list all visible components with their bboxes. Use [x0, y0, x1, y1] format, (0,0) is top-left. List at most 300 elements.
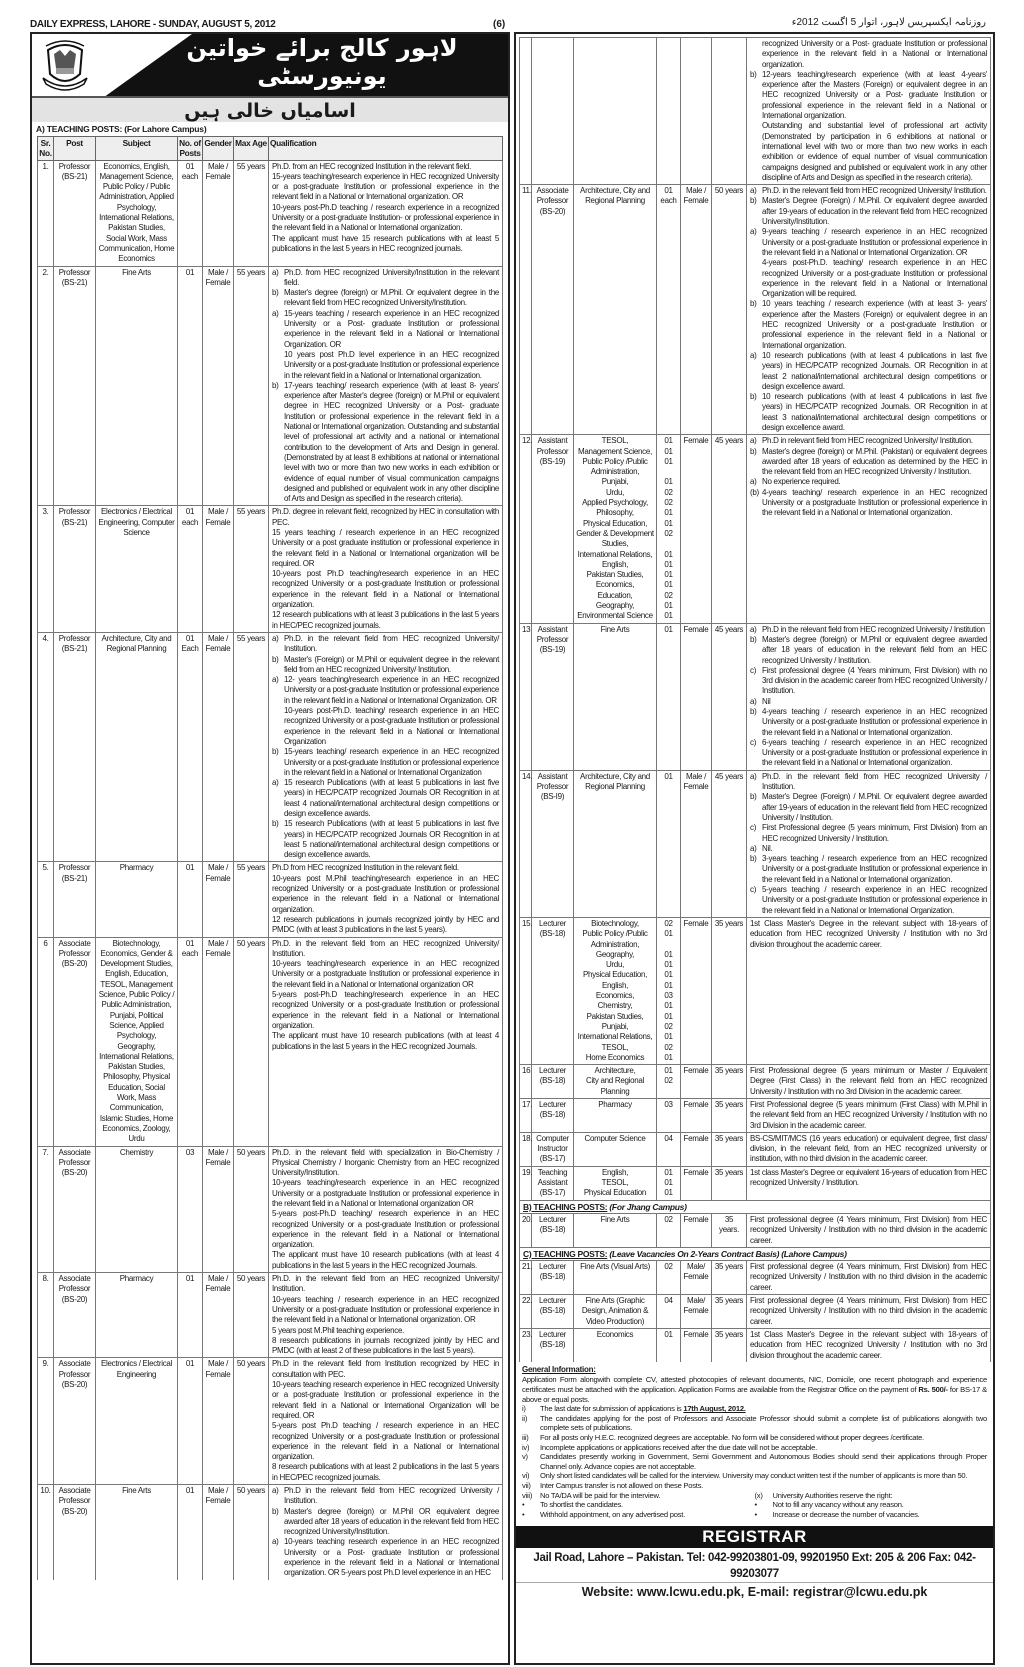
point-text: 10 research publications (with at least 4 publications in last five years) in HEC/PCATP recognized Journals. OR Recognition in at least 3 national/international architectural design competitions or design excellence award.: [762, 392, 987, 432]
qualification-cell: [747, 1328, 991, 1361]
qualification-point: [272, 915, 499, 936]
point-text: Master's Degree (Foreign) / M.Phil. Or equivalent degree awarded after 19-years of education in the relevant field from HEC recognized University / Institution.: [762, 792, 987, 822]
max-age-cell: 50 years: [234, 1146, 269, 1273]
gender-cell: Male / Female: [203, 506, 234, 633]
qualification-point: [750, 919, 987, 950]
qualification-point: [272, 863, 499, 873]
no-of-posts-cell: 01: [178, 1485, 203, 1580]
subject-cell: Pharmacy: [96, 1273, 178, 1358]
gender-cell: Male / Female: [203, 1146, 234, 1273]
info-number: iii): [522, 1432, 529, 1442]
point-text: No experience required.: [762, 477, 841, 487]
col-qualification: Qualification: [269, 137, 503, 161]
point-marker: b): [750, 69, 757, 79]
qualification-point: [272, 1295, 499, 1326]
point-marker: b): [750, 446, 757, 456]
post-cell: Associate Professor (BS-20): [54, 1273, 96, 1358]
qualification-point: [272, 1209, 499, 1250]
point-marker: [750, 258, 762, 299]
no-of-posts-cell: 01 02: [657, 1065, 681, 1099]
no-of-posts-cell: 03: [657, 1098, 681, 1132]
point-marker: [272, 350, 284, 381]
qualification-point: [272, 288, 499, 309]
subject-cell: Architecture, City and Regional Planning: [574, 770, 657, 917]
section-a-label: A) TEACHING POSTS:: [36, 124, 123, 134]
point-marker: b): [272, 1506, 279, 1516]
point-marker: b): [750, 707, 757, 716]
info-item: [522, 1433, 987, 1443]
point-text: 12 research publications with at least 3 publications in the last 5 years in HEC/PEC recognized journals.: [272, 610, 499, 630]
point-text: 5 years post M.Phil teaching experience.: [272, 1325, 405, 1335]
info-item-viii: viii) No TA/DA will be paid for the interview. • To shortlist the candidates. • Withhold appointment, on any advertised post.: [522, 1490, 685, 1519]
point-text: The applicant must have 10 research publications (with at least 4 publications in the last 5 years in the HEC recognized Journals.: [272, 1031, 499, 1051]
max-age-cell: 45 years: [712, 770, 747, 917]
point-text: Ph.D from HEC recognized Institution in the relevant field.: [272, 863, 459, 873]
info-item-ix: (x) University Authorities reserve the right: • Not to fill any vacancy without any reason. • Increase or decrease the number of vacancies.: [754, 1490, 920, 1519]
max-age-cell: 50 years: [234, 1273, 269, 1358]
point-text: First professional degree (4 Years minimum, First Division) from HEC recognized University / Institution with no third division in the academic career.: [750, 1296, 987, 1326]
gender-cell: Female: [681, 1213, 712, 1247]
subject-cell: [574, 38, 657, 185]
point-text: Ph.D. degree in relevant field, recognized by HEC in consultation with PEC.: [272, 507, 499, 527]
qualification-point: [272, 778, 499, 819]
header-band: [32, 34, 508, 96]
gender-cell: Male / Female: [681, 185, 712, 435]
subject-cell: Fine Arts: [96, 1485, 178, 1580]
no-of-posts-cell: 01: [657, 1328, 681, 1361]
info-number: vi): [522, 1471, 530, 1481]
qualification-point: [272, 747, 499, 778]
qualification-point: [750, 299, 987, 350]
qualification-cell: [747, 1098, 991, 1132]
max-age-cell: 50 years: [234, 1358, 269, 1485]
point-text: Ph.D. in the relevant field with specialization in Bio-Chemistry / Physical Chemistry / Inorganic Chemistry from an HEC recognized University/Institution.: [272, 1147, 499, 1178]
info-item: [522, 1443, 987, 1453]
qualification-point: [272, 874, 499, 915]
point-marker: a): [272, 267, 279, 277]
qualification-point: [272, 610, 499, 631]
qualification-cell: [269, 862, 503, 937]
point-marker: a): [750, 696, 757, 706]
table-row: [38, 1485, 503, 1580]
gender-cell: [681, 38, 712, 185]
post-cell: Lecturer (BS-18): [532, 917, 574, 1064]
sr-no-cell: 15.: [520, 917, 532, 1064]
max-age-cell: 55 years: [234, 506, 269, 633]
no-of-posts-cell: 04: [657, 1295, 681, 1329]
qualification-point: [750, 635, 987, 666]
qualification-cell: [269, 937, 503, 1146]
section-note: (For Jhang Campus): [609, 1201, 687, 1212]
point-text: Ph.D in the relevant field from HEC recognized University / Institution: [762, 624, 985, 634]
info-number: vii): [522, 1480, 531, 1490]
point-marker: a): [272, 633, 279, 643]
registrar-contact[interactable]: Website: www.lcwu.edu.pk, E-mail: registrar@lcwu.edu.pk: [581, 1585, 928, 1600]
qualification-point: [750, 885, 987, 916]
qualification-cell: [747, 1166, 991, 1200]
point-marker: [750, 121, 762, 183]
qualification-point: [750, 697, 987, 707]
max-age-cell: 55 years: [234, 266, 269, 506]
qualification-point: [272, 1250, 499, 1271]
col-post: Post: [54, 137, 96, 161]
point-text: Ph.D. in the relevant field from HEC recognized University / Institution.: [762, 771, 987, 792]
gender-cell: Male/ Female: [681, 1261, 712, 1295]
max-age-cell: 45 years: [712, 623, 747, 770]
point-text: Master's Degree (Foreign) / M.Phil. Or equivalent degree awarded after 19-years of education in the relevant field from HEC recognized University/Institution.: [762, 196, 987, 227]
point-text: Master's (Foreign) or M.Phil or equivalent degree in the relevant field from an HEC recognized University/ Institution.: [284, 654, 499, 674]
point-marker: c): [750, 823, 757, 833]
subject-cell: Economics, English, Management Science, Public Policy / Public Administration, Applied Psychology, International Relations, Pakistan Studies, Social Work, Mass Communication, Home Economics: [96, 160, 178, 266]
qualification-point: [272, 634, 499, 655]
max-age-cell: 35 years: [712, 1295, 747, 1329]
point-text: Nil: [762, 696, 771, 706]
point-marker: b): [750, 634, 757, 644]
point-text: 10 years teaching / research experience (with at least 3- years' experience after the Masters (Foreign) or equivalent degree in an HEC recognized University or a post-graduate Institution or professional experience in the relevant field in a National or International organization.: [762, 299, 987, 350]
section-heading-row: [520, 1200, 991, 1213]
point-text: First professional degree (4 Years minimum, First Division) from HEC recognized University / Institution with no third division in the academic career.: [750, 1262, 987, 1292]
point-text: recognized University or a Post- graduate Institution or professional experience in the relevant field in a National or International organization.: [762, 39, 987, 69]
registrar-banner: REGISTRAR: [516, 1526, 993, 1548]
point-text: 15-years teaching/research experience in HEC recognized University or a post-graduate Institution or professional experience in the relevant field in a National or International organization. OR: [272, 171, 499, 202]
subject-cell: Architecture, City and Regional Planning: [96, 632, 178, 862]
max-age-cell: [712, 38, 747, 185]
qualification-point: [750, 70, 987, 121]
sr-no-cell: 3.: [38, 506, 54, 633]
qualification-point: [750, 488, 987, 519]
max-age-cell: 35 years: [712, 917, 747, 1064]
subject-cell: Architecture, City and Regional Planning: [574, 185, 657, 435]
post-cell: Assistant Professor (BS-19): [532, 435, 574, 623]
qualification-cell: [747, 38, 991, 185]
point-text: 10 research publications (with at least 4 publications in last five years) in HEC/PCATP recognized Journals. OR Recognition in at least 2 national/international architectural design competitions or design excellence award.: [762, 350, 987, 391]
qualification-cell: [747, 1213, 991, 1247]
point-text: 15-years teaching / research experience in an HEC recognized University or a Post- graduate Institution or professional experience in the relevant field in a National or International Organization. OR: [284, 308, 499, 349]
gender-cell: Male / Female: [203, 632, 234, 862]
table-row: [520, 1328, 991, 1361]
max-age-cell: 50 years: [234, 1485, 269, 1580]
qualification-point: [272, 162, 499, 172]
qualification-cell: [269, 632, 503, 862]
qualification-point: [750, 792, 987, 823]
sr-no-cell: 11.: [520, 185, 532, 435]
post-cell: Associate Professor (BS-20): [54, 1146, 96, 1273]
point-marker: a): [750, 624, 757, 634]
point-marker: b): [272, 654, 279, 664]
point-text: 12- years teaching/research experience in an HEC recognized University or a post-graduate Institution or professional experience in the relevant field in a National or International Organization. OR: [284, 675, 499, 705]
max-age-cell: 50 years: [712, 185, 747, 435]
point-text: 5-years post Ph.D teaching / research experience in an HEC recognized University or a post-graduate Institution or professional experience in the relevant field in a National or International organization.: [272, 1421, 499, 1462]
table-row: [38, 1273, 503, 1358]
subject-cell: Architecture, City and Regional Planning: [574, 1065, 657, 1099]
qualification-point: [272, 819, 499, 860]
point-marker: b): [272, 747, 279, 757]
sr-no-cell: 23.: [520, 1328, 532, 1361]
sr-no-cell: 2.: [38, 266, 54, 506]
point-text: 10-years teaching research experience in an HEC recognized University or a Post- graduate Institution or professional experience in the relevant field in a National or International organization. OR 5-years post Ph.D level experience in an HEC: [284, 1537, 499, 1578]
point-marker: a): [750, 227, 757, 237]
point-marker: a): [750, 186, 757, 196]
info-text: The candidates applying for the post of Professors and Associate Professor should submit a complete list of publications alongwith two complete sets of publications.: [540, 1413, 987, 1433]
point-text: 4-years teaching / research experience in an HEC recognized University or a post-graduate Institution or professional experience in the relevant field in a National or International organization.: [762, 707, 987, 737]
qualification-cell: [747, 1132, 991, 1166]
post-cell: Professor (BS-21): [54, 160, 96, 266]
gender-cell: Male / Female: [203, 266, 234, 506]
point-text: First Professional degree (5 years minimum (First Class) with M.Phil in the relevant field from an HEC recognized University / Institution with no 3rd Division in the academic career.: [750, 1099, 987, 1130]
point-text: Ph.D. in the relevant field from HEC recognized University/ Institution.: [284, 633, 499, 654]
point-text: 15 research Publications (with at least 5 publications in last five years) in HEC/PCATP recognized Journals OR Recognition in at least 5 national/international architectural design competitions or design excellence awards.: [284, 819, 499, 860]
no-of-posts-cell: 01: [657, 623, 681, 770]
point-marker: b): [750, 196, 757, 206]
qualification-point: [272, 309, 499, 350]
section-a-heading: [32, 122, 508, 136]
university-name-urdu: لاہور کالج برائے خواتین: [186, 34, 458, 62]
info-number: v): [522, 1452, 528, 1462]
gender-cell: Male / Female: [203, 1358, 234, 1485]
qualification-cell: [269, 1485, 503, 1580]
post-cell: Teaching Assistant (BS-17): [532, 1166, 574, 1200]
sr-no-cell: 4.: [38, 632, 54, 862]
gender-cell: Female: [681, 1166, 712, 1200]
point-text: 10 years post Ph.D level experience in an HEC recognized University or a post-graduate Institution or professional experience in the relevant field in a National or International organization.: [284, 349, 499, 380]
point-text: Nil.: [762, 843, 773, 853]
point-marker: c): [750, 885, 757, 895]
point-text: Outstanding and substantial level of professional art activity (Demonstrated by participation in 6 exhibitions at national or international level with two or more than two new works in each exhibition or evidence of equal number of visual communication campaigns designed and published or equivalent work in any other discipline of Arts and Design as specified in the research criteria).: [762, 121, 987, 182]
info-item: [522, 1481, 987, 1491]
post-cell: Professor (BS-21): [54, 506, 96, 633]
qualification-point: [750, 351, 987, 392]
sr-no-cell: 21.: [520, 1261, 532, 1295]
qualification-point: [272, 1031, 499, 1052]
max-age-cell: 50 years: [234, 937, 269, 1146]
post-cell: Assistant Professor (BS-I9): [532, 770, 574, 917]
gender-cell: Male / Female: [203, 160, 234, 266]
table-row: [38, 506, 503, 633]
qualification-point: [272, 381, 499, 505]
qualification-point: [272, 203, 499, 234]
sr-no-cell: 20.: [520, 1213, 532, 1247]
post-cell: Lecturer (BS-18): [532, 1213, 574, 1247]
qualification-point: [750, 1296, 987, 1327]
point-marker: c): [750, 737, 757, 747]
info-text: For all posts only H.E.C. recognized degrees are acceptable. No form will be considered without proper degrees /certificate.: [540, 1432, 924, 1442]
point-text: 15 research Publications (with at least 5 publications in last five years) in HEC/PCATP recognized Journals OR Recognition in at least 4 national/international architectural design competitions or design excellence awards.: [284, 778, 499, 818]
table-row: [38, 632, 503, 862]
point-marker: b): [750, 854, 757, 864]
post-cell: Lecturer (BS-18): [532, 1261, 574, 1295]
qualification-cell: [747, 435, 991, 623]
no-of-posts-cell: 03: [178, 1146, 203, 1273]
point-text: 1st Class Master's Degree in the relevant subject with 18-years of education from HEC recognized University / Institution with no 3rd division throughout the academic career.: [750, 1329, 987, 1360]
section-heading: [520, 1200, 991, 1213]
point-text: 10-years post-Ph.D teaching / research experience in a recognized University or a post-graduate Institution- or professional experience in the relevant field in a National or International organization.: [272, 202, 499, 233]
point-marker: (b): [750, 487, 759, 497]
qualification-cell: [269, 160, 503, 266]
no-of-posts-cell: [657, 38, 681, 185]
gender-cell: Female: [681, 435, 712, 623]
sr-no-cell: 1.: [38, 160, 54, 266]
point-text: Master's degree (foreign) or M.Phil. (Pakistan) or equivalent degrees awarded after 18 years of education as determined by the HEC in the relevant field from an HEC recognized University / Institution.: [762, 446, 987, 477]
subject-cell: Pharmacy: [96, 862, 178, 937]
subject-cell: Fine Arts: [96, 266, 178, 506]
point-text: 12-years teaching/research experience (with at least 4-years' experience after the Masters (Foreign) or equivalent degree in an HEC recognized University or a Post- graduate Institution or professional experience in the relevant field in a National or International organization.: [762, 69, 987, 121]
sr-no-cell: 14.: [520, 770, 532, 917]
point-text: The applicant must have 15 research publications with at least 5 publications in the last 5 years in HEC recognized journals.: [272, 233, 499, 253]
qualification-point: [272, 1148, 499, 1179]
point-text: Master's degree (foreign) or M.Phil OR equivalent degree awarded after 18 years of education in the relevant field from HEC recognized University/Institution.: [284, 1506, 499, 1537]
point-text: 8 research publications with at least 2 publications in the last 5 years in HEC/PEC recognized journals.: [272, 1462, 499, 1482]
info-text: Only short listed candidates will be called for the interview. University may conduct written test if the number of applicants is more than 50.: [540, 1471, 968, 1481]
section-heading-row: [520, 1247, 991, 1260]
gender-cell: Female: [681, 1098, 712, 1132]
teaching-posts-table: [37, 136, 503, 1580]
table-row: [520, 917, 991, 1064]
post-cell: Professor (BS-21): [54, 862, 96, 937]
qualification-point: [750, 1330, 987, 1361]
sr-no-cell: 10.: [38, 1485, 54, 1580]
sr-no-cell: 6: [38, 937, 54, 1146]
qualification-cell: [747, 770, 991, 917]
sr-no-cell: 8.: [38, 1273, 54, 1358]
no-of-posts-cell: 02: [657, 1213, 681, 1247]
point-marker: a): [750, 843, 757, 853]
qualification-point: [272, 706, 499, 747]
point-text: 17-years teaching/ research experience (with at least 8- years' experience after Master's degree (foreign) or M.Phil or equivalent degree in HEC recognized University or a Post- graduate Institution or professional experience in the relevant field in a National or International organization. Outstanding and substantial level of professional art activity and a national or international contribution to the development of Arts and Design in general. (Demonstrated by at least 8 exhibitions at national or international level with two or more than two new works in each exhibition or evidence of equal number of visual communication campaigns designed and published or equivalent work in any other discipline of Arts and Design as specified in the research criteria).: [284, 380, 499, 504]
info-number: ii): [522, 1413, 528, 1423]
section-note: (Leave Vacancies On 2-Years Contract Basis) (Lahore Campus): [609, 1248, 847, 1259]
col-sr-no: Sr. No.: [39, 138, 52, 159]
table-row: [38, 1358, 503, 1485]
vacancies-heading-urdu: اسامیاں خالی ہیں: [32, 96, 508, 122]
qualification-cell: [269, 1146, 503, 1273]
qualification-point: [750, 392, 987, 433]
table-row: [38, 1146, 503, 1273]
general-info-intro: Application Form alongwith complete CV, attested photocopies of relevant documents, NIC, Domicile, one recent photograph and experience certificates must be attached with the application. Application Forms are available from the Registrar Office on the payment of Rs. 500/- for BS-17 & above or equal posts.: [522, 1375, 987, 1404]
point-marker: [750, 39, 762, 70]
max-age-cell: 35 years: [712, 1132, 747, 1166]
sr-no-cell: 9.: [38, 1358, 54, 1485]
qualification-point: [750, 258, 987, 299]
qualification-point: [272, 1359, 499, 1380]
info-number: iv): [522, 1442, 530, 1452]
point-text: BS-CS/MIT/MCS (16 years education) or equivalent degree, first class/ division, in the relevant field, from an HEC recognized university or institution, with no third division in the academic career.: [750, 1133, 987, 1164]
table-row: [38, 862, 503, 937]
qualification-point: [750, 1215, 987, 1246]
qualification-point: [750, 447, 987, 478]
qualification-point: [272, 939, 499, 960]
section-a-note: (For Lahore Campus): [124, 124, 207, 134]
general-info-title: General Information:: [522, 1364, 596, 1374]
qualification-point: [272, 507, 499, 528]
subject-cell: Fine Arts: [574, 623, 657, 770]
info-item: [522, 1414, 987, 1433]
table-row: [520, 1166, 991, 1200]
gender-cell: Female: [681, 1065, 712, 1099]
point-marker: b): [750, 792, 757, 802]
table-row: [520, 1132, 991, 1166]
point-text: Ph.D. in the relevant field from HEC recognized University/ Institution.: [762, 186, 987, 196]
point-text: Ph.D. in the relevant field from an HEC recognized University/ Institution.: [272, 1274, 499, 1294]
qualification-cell: [269, 506, 503, 633]
qualification-point: [272, 1380, 499, 1421]
qualification-point: [272, 655, 499, 676]
qualification-point: [750, 625, 987, 635]
point-text: Master's degree (foreign) or M.Phil or equivalent degree awarded after 18 years of education in the relevant field from an HEC recognized University / Institution.: [762, 634, 987, 665]
max-age-cell: 55 years: [234, 160, 269, 266]
point-text: 10-years teaching/research experience in an HEC recognized University or a postgraduate Institution or professional experience in the relevant field in a National or International organization OR: [272, 1178, 499, 1208]
table-row: [520, 1213, 991, 1247]
subject-cell: Electronics / Electrical Engineering: [96, 1358, 178, 1485]
qualification-point: [750, 186, 987, 196]
subject-cell: Chemistry: [96, 1146, 178, 1273]
point-marker: c): [750, 665, 757, 675]
gender-cell: Female: [681, 623, 712, 770]
info-item: [522, 1452, 987, 1471]
gender-cell: Male / Female: [203, 1485, 234, 1580]
point-text: 10-years teaching / research experience in an HEC recognized University or a post-graduate Institution or professional experience in the relevant field in a National or International organization. OR: [272, 1294, 499, 1325]
point-text: Ph.D in the relevant field from Institution recognized by HEC in consultation with PEC.: [272, 1359, 499, 1379]
page-number: (6): [493, 19, 506, 30]
max-age-cell: 35 years: [712, 1328, 747, 1361]
point-text: 5-years post-Ph.D teaching/research experience in an HEC recognized University or a post-graduate Institution or professional experience in the relevant field in a National or International organization.: [272, 990, 499, 1030]
post-cell: Lecturer (BS-18): [532, 1065, 574, 1099]
point-marker: a): [272, 1537, 279, 1547]
point-marker: a): [272, 308, 279, 318]
qualification-point: [750, 1100, 987, 1131]
point-marker: a): [272, 778, 279, 788]
qualification-point: [750, 1168, 987, 1189]
gender-cell: Female: [681, 1328, 712, 1361]
point-text: 10-years post Ph.D teaching/research experience in an HEC recognized University or a post-graduate Institution or professional experience in the relevant field in a National or International organization.: [272, 569, 499, 610]
table-row: [38, 937, 503, 1146]
qualification-point: [750, 823, 987, 844]
left-column: [30, 32, 510, 1665]
qualification-point: [272, 1178, 499, 1209]
gender-cell: Male / Female: [681, 770, 712, 917]
info-text: Incomplete applications or applications received after the due date will not be acceptable.: [540, 1442, 817, 1452]
qualification-point: [750, 227, 987, 258]
point-marker: a): [750, 350, 757, 360]
point-text: 4-years teaching/ research experience in an HEC recognized University or a postgraduate Institution or professional experience in the relevant field in a National or International organization.: [762, 487, 987, 518]
qualification-cell: [747, 1295, 991, 1329]
gender-cell: Female: [681, 1132, 712, 1166]
point-text: 15 years teaching / research experience in an HEC recognized University or a post graduate institution or professional experience in the relevant field in a National or International organization will be required. OR: [272, 527, 499, 568]
qualification-cell: [269, 1358, 503, 1485]
info-text: Candidates presently working in Government, Semi Government and Autonomous Bodies should send their applications through Proper Channel only. Advance copies are not acceptable.: [540, 1452, 987, 1471]
point-marker: a): [272, 675, 279, 685]
no-of-posts-cell: 01 Each: [178, 632, 203, 862]
max-age-cell: 35 years: [712, 1065, 747, 1099]
point-text: 15-years teaching/ research experience in an HEC recognized University or a post-graduate Institution or professional experience in the relevant field in a National or International Organization: [284, 747, 499, 777]
qualification-point: [272, 1326, 499, 1336]
qualification-cell: [747, 185, 991, 435]
point-text: 4-years post-Ph.D. teaching/ research experience in an HEC recognized University or a post-graduate Institution or professional experience in the relevant field in a National or International Organization will be required.: [762, 258, 987, 299]
teaching-posts-table-continued: [519, 37, 991, 1362]
info-text: Inter Campus transfer is not allowed on these Posts.: [540, 1480, 704, 1490]
info-item: i) The last date for submission of applications is 17th August, 2012.: [522, 1404, 746, 1414]
post-cell: Associate Professor (BS-20): [54, 937, 96, 1146]
table-row: [520, 435, 991, 623]
subject-cell: English, TESOL, Physical Education: [574, 1166, 657, 1200]
form-fee: Rs. 500/-: [918, 1385, 948, 1394]
col-subject: Subject: [96, 137, 178, 161]
no-of-posts-cell: 01 each: [657, 185, 681, 435]
post-cell: Professor (BS-21): [54, 632, 96, 862]
qualification-point: [272, 675, 499, 706]
point-marker: [272, 706, 284, 747]
gender-cell: Male / Female: [203, 862, 234, 937]
subject-cell: Fine Arts: [574, 1213, 657, 1247]
